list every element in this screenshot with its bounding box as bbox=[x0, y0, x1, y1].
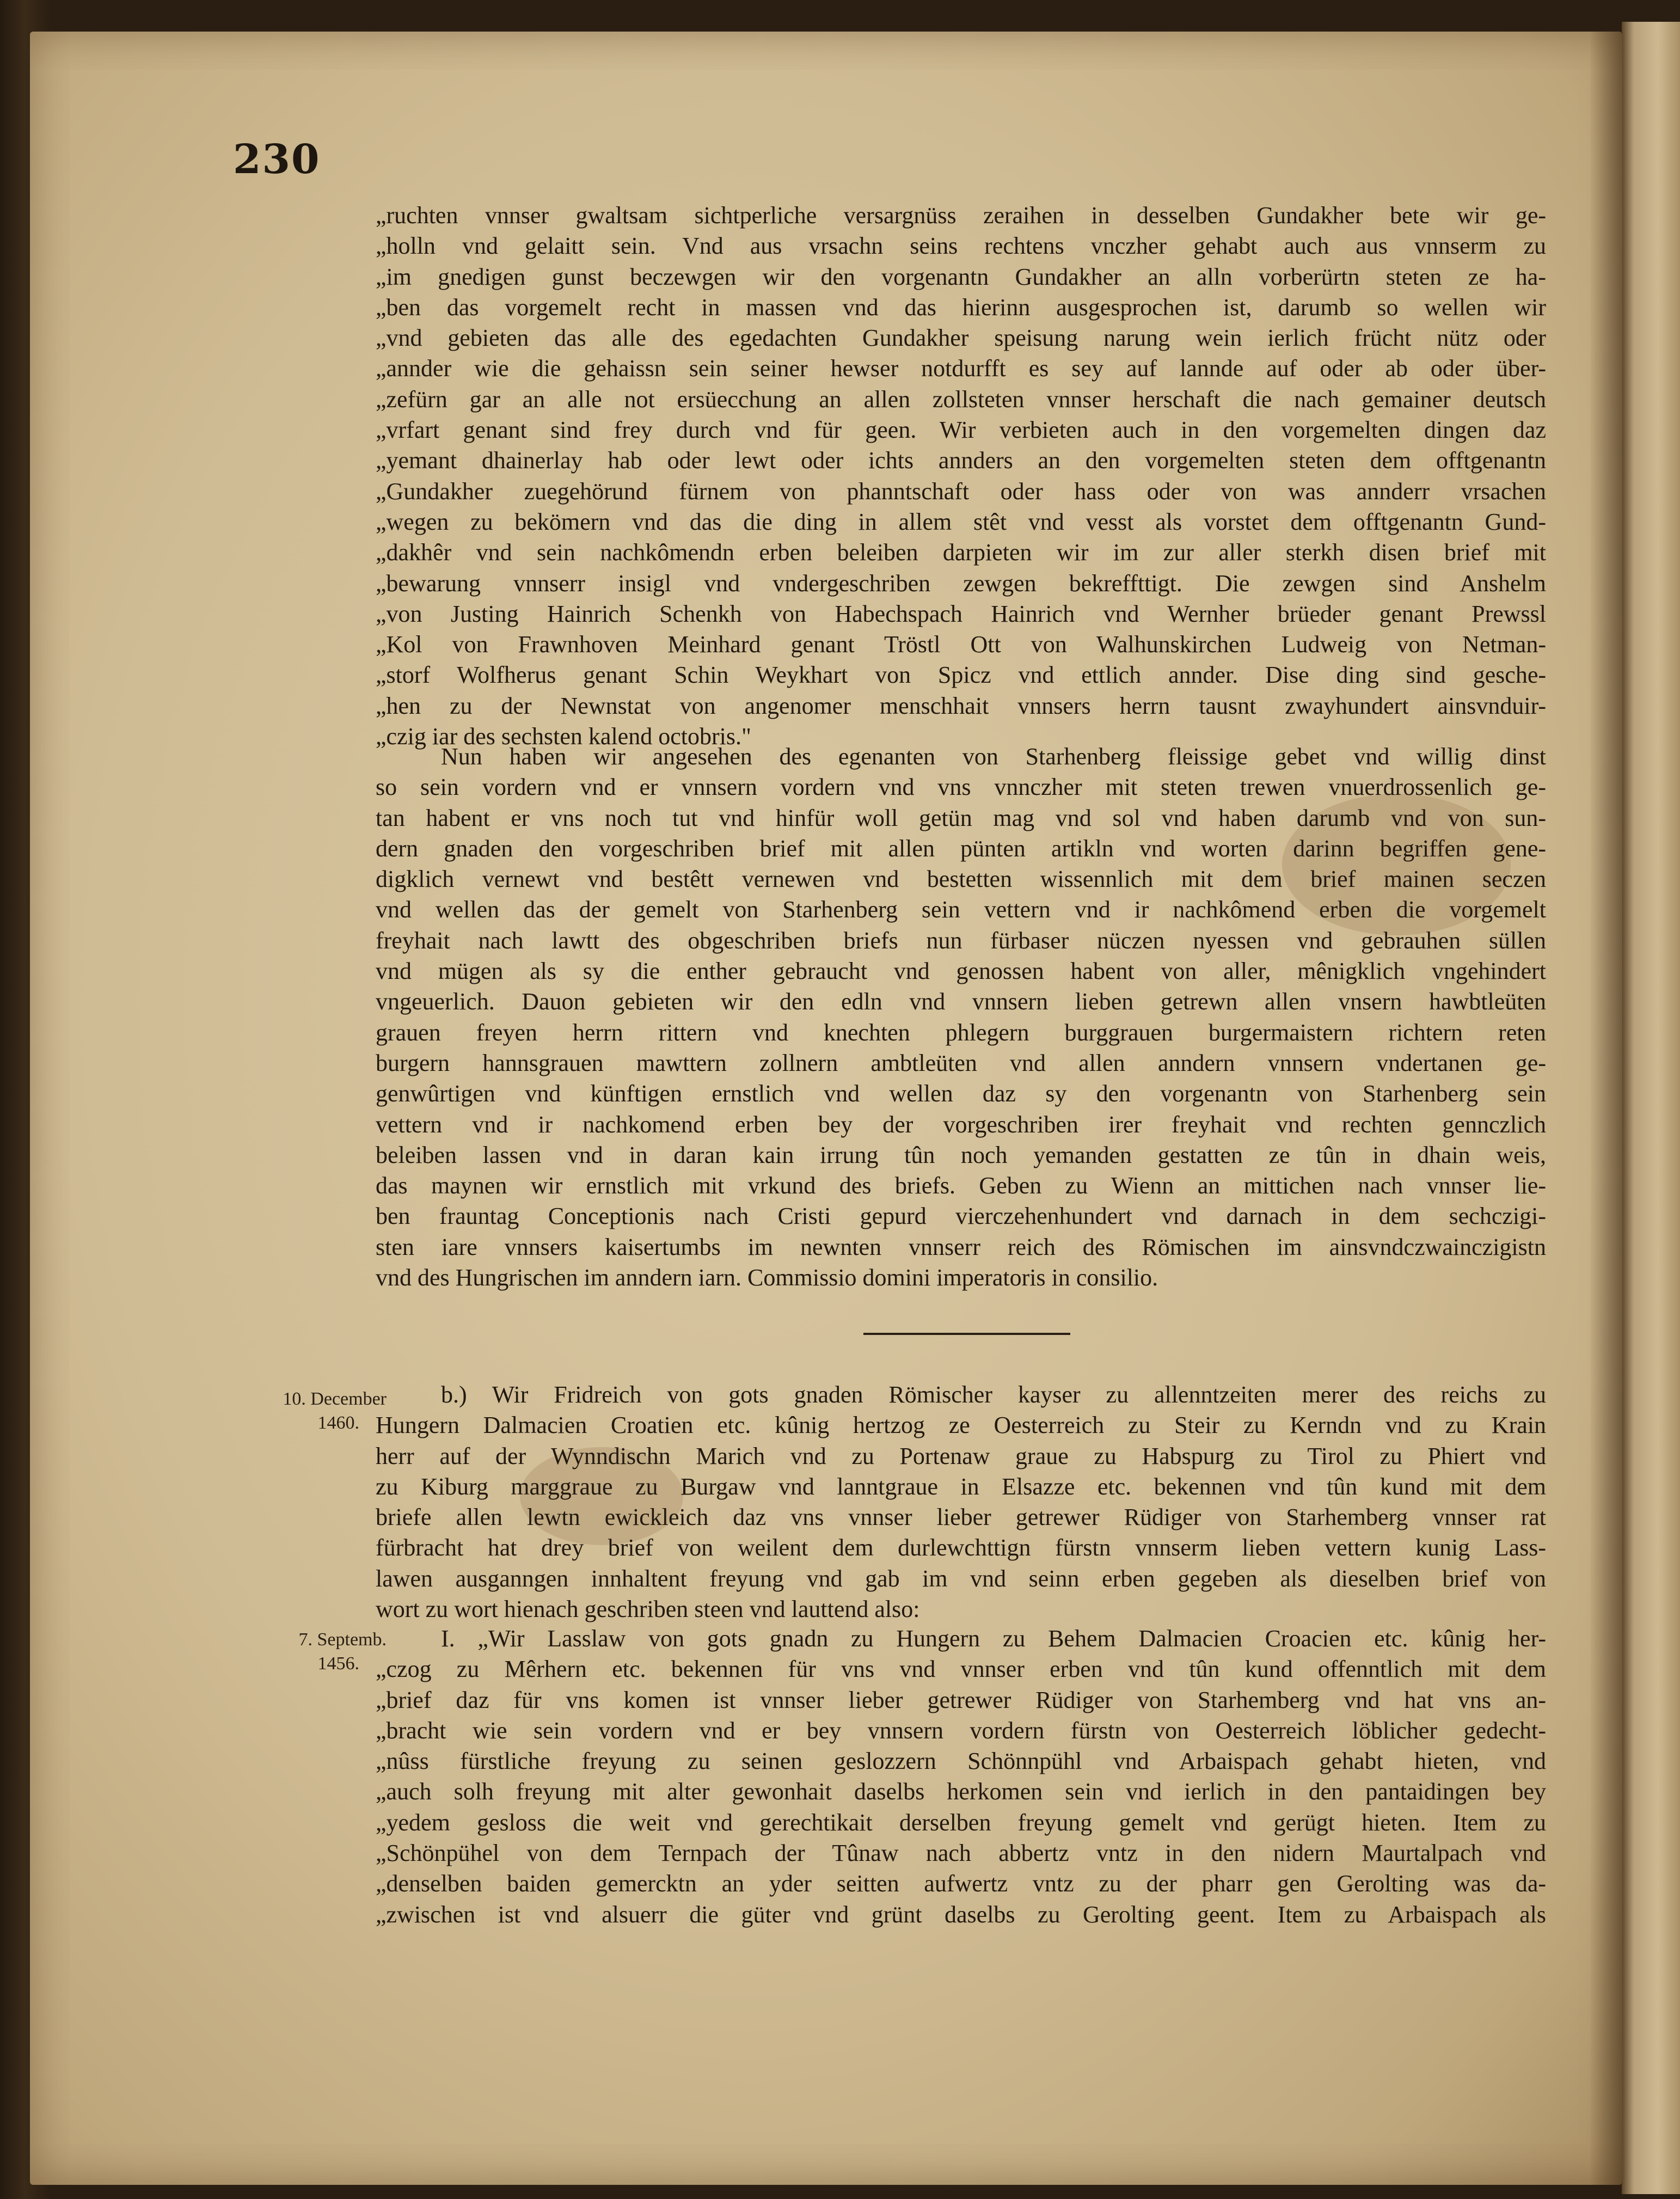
margin-date-note bbox=[229, 1628, 387, 1676]
text-line: tan habent er vns noch tut vnd hinfür woll getün mag vnd sol vnd haben darumb vnd von sun- bbox=[376, 804, 1546, 831]
text-line: „czog zu Mêrhern etc. bekennen für vns vnd vnnser erben vnd tûn kund offenntlich mit dem bbox=[376, 1656, 1546, 1683]
text-line: „brief daz für vns komen ist vnnser lieber getrewer Rüdiger von Starhemberg vnd hat vns an- bbox=[376, 1686, 1546, 1713]
margin-date-day: 7. Septemb. bbox=[298, 1630, 387, 1650]
text-line: lawen ausganngen innhaltent freyung vnd gab im vnd seinn erben gegeben als dieselben brief von bbox=[376, 1565, 1546, 1592]
text-line: zu Kiburg marggraue zu Burgaw vnd lanntgraue in Elsazze etc. bekennen vnd tûn kund mit dem bbox=[376, 1473, 1546, 1500]
text-line-indented: I. „Wir Lasslaw von gots gnadn zu Hungern zu Behem Dalmacien Croacien etc. kûnig her- bbox=[441, 1625, 1546, 1652]
section-divider bbox=[863, 1333, 1070, 1335]
text-line: wort zu wort hienach geschriben steen vnd lauttend also: bbox=[376, 1596, 920, 1623]
margin-date-year: 1460. bbox=[317, 1413, 359, 1433]
text-line: briefe allen lewtn ewickleich daz vns vnnser lieber getrewer Rüdiger von Starhemberg vnnser rat bbox=[376, 1504, 1546, 1531]
text-line: „annder wie die gehaissn sein seiner hewser notdurfft es sey auf lannde auf oder ab oder über- bbox=[376, 355, 1546, 382]
text-line: „yemant dhainerlay hab oder lewt oder ichts annders an den vorgemelten steten dem offtgenantn bbox=[376, 447, 1546, 474]
text-line: so sein vordern vnd er vnnsern vordern vnd vns vnnczher mit steten trewen vnuerdrossenlich ge- bbox=[376, 774, 1546, 801]
text-line: „zefürn gar an alle not ersüecchung an allen zollsteten vnnser herschaft die nach gemainer deutsch bbox=[376, 385, 1546, 413]
text-line: fürbracht hat drey brief von weilent dem durlewchttign fürstn vnnserm lieben vettern kunig Lass- bbox=[376, 1534, 1546, 1561]
text-line: „im gnedigen gunst beczewgen wir den vorgenantn Gundakher an alln vorberürtn steten ze ha- bbox=[376, 263, 1546, 290]
text-line: „zwischen ist vnd alsuerr die güter vnd grünt daselbs zu Gerolting geent. Item zu Arbaispach als bbox=[376, 1901, 1546, 1928]
text-line: sten iare vnnsers kaisertumbs im newnten vnnserr reich des Römischen im ainsvndczwainczigistn bbox=[376, 1233, 1546, 1260]
text-line: digklich vernewt vnd bestêtt vernewen vnd bestetten wissennlich mit dem brief mainen seczen bbox=[376, 866, 1546, 893]
text-line: vnd wellen das der gemelt von Starhenberg sein vettern vnd ir nachkômend erben die vorgemelt bbox=[376, 896, 1546, 923]
text-line: „von Justing Hainrich Schenkh von Habechspach Hainrich vnd Wernher brüeder genant Prewssl bbox=[376, 600, 1546, 627]
text-line: „ben das vorgemelt recht in massen vnd das hierinn ausgesprochen ist, darumb so wellen wir bbox=[376, 293, 1546, 321]
text-line: „ruchten vnnser gwaltsam sichtperliche versargnüss zeraihen in desselben Gundakher bete wir ge- bbox=[376, 202, 1546, 229]
text-line: genwûrtigen vnd künftigen ernstlich vnd wellen daz sy den vorgenantn von Starhenberg sein bbox=[376, 1080, 1546, 1107]
text-line: „storf Wolfherus genant Schin Weykhart von Spicz vnd ettlich annder. Dise ding sind gesche- bbox=[376, 661, 1546, 689]
text-line-indented: Nun haben wir angesehen des egenanten von Starhenberg fleissige gebet vnd willig dinst bbox=[441, 743, 1546, 770]
text-line: grauen freyen herrn rittern vnd knechten phlegern burggrauen burgermaistern richtern reten bbox=[376, 1019, 1546, 1046]
text-line: dern gnaden den vorgeschriben brief mit allen pünten artikln vnd worten darinn begriffen gene- bbox=[376, 835, 1546, 862]
text-line: „hen zu der Newnstat von angenomer menschhait vnnsers herrn tausnt zwayhundert ainsvnduir- bbox=[376, 692, 1546, 719]
margin-date-day: 10. December bbox=[283, 1389, 387, 1409]
text-line: „Kol von Frawnhoven Meinhard genant Tröstl Ott von Walhunskirchen Ludweig von Netman- bbox=[376, 631, 1546, 658]
text-line: vettern vnd ir nachkomend erben bey der vorgeschriben irer freyhait vnd rechten gennczlich bbox=[376, 1111, 1546, 1138]
text-line: freyhait nach lawtt des obgeschriben briefs nun fürbaser nüczen nyessen vnd gebrauhen süllen bbox=[376, 927, 1546, 954]
text-line: „Gundakher zuegehörund fürnem von phanntschaft oder hass oder von was annderr vrsachen bbox=[376, 477, 1546, 505]
text-line: vngeuerlich. Dauon gebieten wir den edln vnd vnnsern lieben getrewn allen vnsern hawbtleüten bbox=[376, 988, 1546, 1015]
text-line: „auch solh freyung mit alter gewonhait daselbs herkomen sein vnd ierlich in den pantaidingen bey bbox=[376, 1778, 1546, 1805]
text-line: ben frauntag Conceptionis nach Cristi gepurd vierczehenhundert vnd darnach in dem sechczigi- bbox=[376, 1203, 1546, 1230]
text-line: „bracht wie sein vordern vnd er bey vnnsern vordern fürstn von Oesterreich löblicher gedecht- bbox=[376, 1717, 1546, 1744]
text-line: burgern hannsgrauen mawttern zollnern ambtleüten vnd allen anndern vnnsern vndertanen ge- bbox=[376, 1049, 1546, 1076]
text-block-confirmation bbox=[376, 742, 1546, 1293]
text-line: „nûss fürstliche freyung zu seinen geslozzern Schönnpühl vnd Arbaispach gehabt hieten, vnd bbox=[376, 1748, 1546, 1775]
text-line: „vnd gebieten das alle des egedachten Gundakher speisung narung wein ierlich frücht nütz oder bbox=[376, 324, 1546, 352]
text-line: „vrfart genant sind frey durch vnd für geen. Wir verbieten auch in den vorgemelten dingen daz bbox=[376, 416, 1546, 444]
text-line: beleiben lassen vnd in daran kain irrung tûn noch yemanden gestatten ze tûn in dhain weis, bbox=[376, 1141, 1546, 1168]
text-block-letter-I bbox=[376, 1624, 1546, 1930]
text-line: „dakhêr vnd sein nachkômendn erben beleiben darpieten wir im zur aller sterkh disen brief mit bbox=[376, 539, 1546, 566]
gutter-shadow bbox=[1590, 32, 1622, 2185]
text-line: das maynen wir ernstlich mit vrkund des briefs. Geben zu Wienn an mittichen nach vnnser lie- bbox=[376, 1172, 1546, 1199]
text-line-indented: b.) Wir Fridreich von gots gnaden Römischer kayser zu allenntzeiten merer des reichs zu bbox=[441, 1381, 1546, 1408]
text-block-letter-b bbox=[376, 1380, 1546, 1625]
text-line: „denselben baiden gemercktn an yder seitten aufwertz vntz zu der pharr gen Gerolting was da- bbox=[376, 1870, 1546, 1897]
margin-date-year: 1456. bbox=[317, 1653, 359, 1674]
text-line: „holln vnd gelaitt sein. Vnd aus vrsachn seins rechtens vnczher gehabt auch aus vnnserm zu bbox=[376, 232, 1546, 260]
text-line: „wegen zu bekömern vnd das die ding in allem stêt vnd vesst als vorstet dem offtgenantn Gund- bbox=[376, 508, 1546, 535]
margin-date-note bbox=[229, 1387, 387, 1435]
text-line: „Schönpühel von dem Ternpach der Tûnaw nach abbertz vntz in den nidern Maurtalpach vnd bbox=[376, 1840, 1546, 1867]
page-number: 230 bbox=[233, 136, 321, 183]
text-line: vnd mügen als sy die enther gebraucht vnd genossen habent von aller, mênigklich vngehindert bbox=[376, 958, 1546, 985]
next-page-edge bbox=[1620, 22, 1680, 2194]
text-line: herr auf der Wynndischn Marich vnd zu Portenaw graue zu Habspurg zu Tirol zu Phiert vnd bbox=[376, 1442, 1546, 1469]
text-line: „czig iar des sechsten kalend octobris." bbox=[376, 723, 751, 750]
text-line: vnd des Hungrischen im anndern iarn. Commissio domini imperatoris in consilio. bbox=[376, 1264, 1158, 1291]
text-line: „yedem gesloss die weit vnd gerechtikait derselben freyung gemelt vnd gerügt hieten. Item zu bbox=[376, 1809, 1546, 1836]
text-block-charter-quote bbox=[376, 200, 1546, 752]
text-line: Hungern Dalmacien Croatien etc. kûnig hertzog ze Oesterreich zu Steir zu Kerndn vnd zu Krain bbox=[376, 1412, 1546, 1439]
text-line: „bewarung vnnserr insigl vnd vndergeschriben zewgen bekreffttigt. Die zewgen sind Anshelm bbox=[376, 569, 1546, 597]
